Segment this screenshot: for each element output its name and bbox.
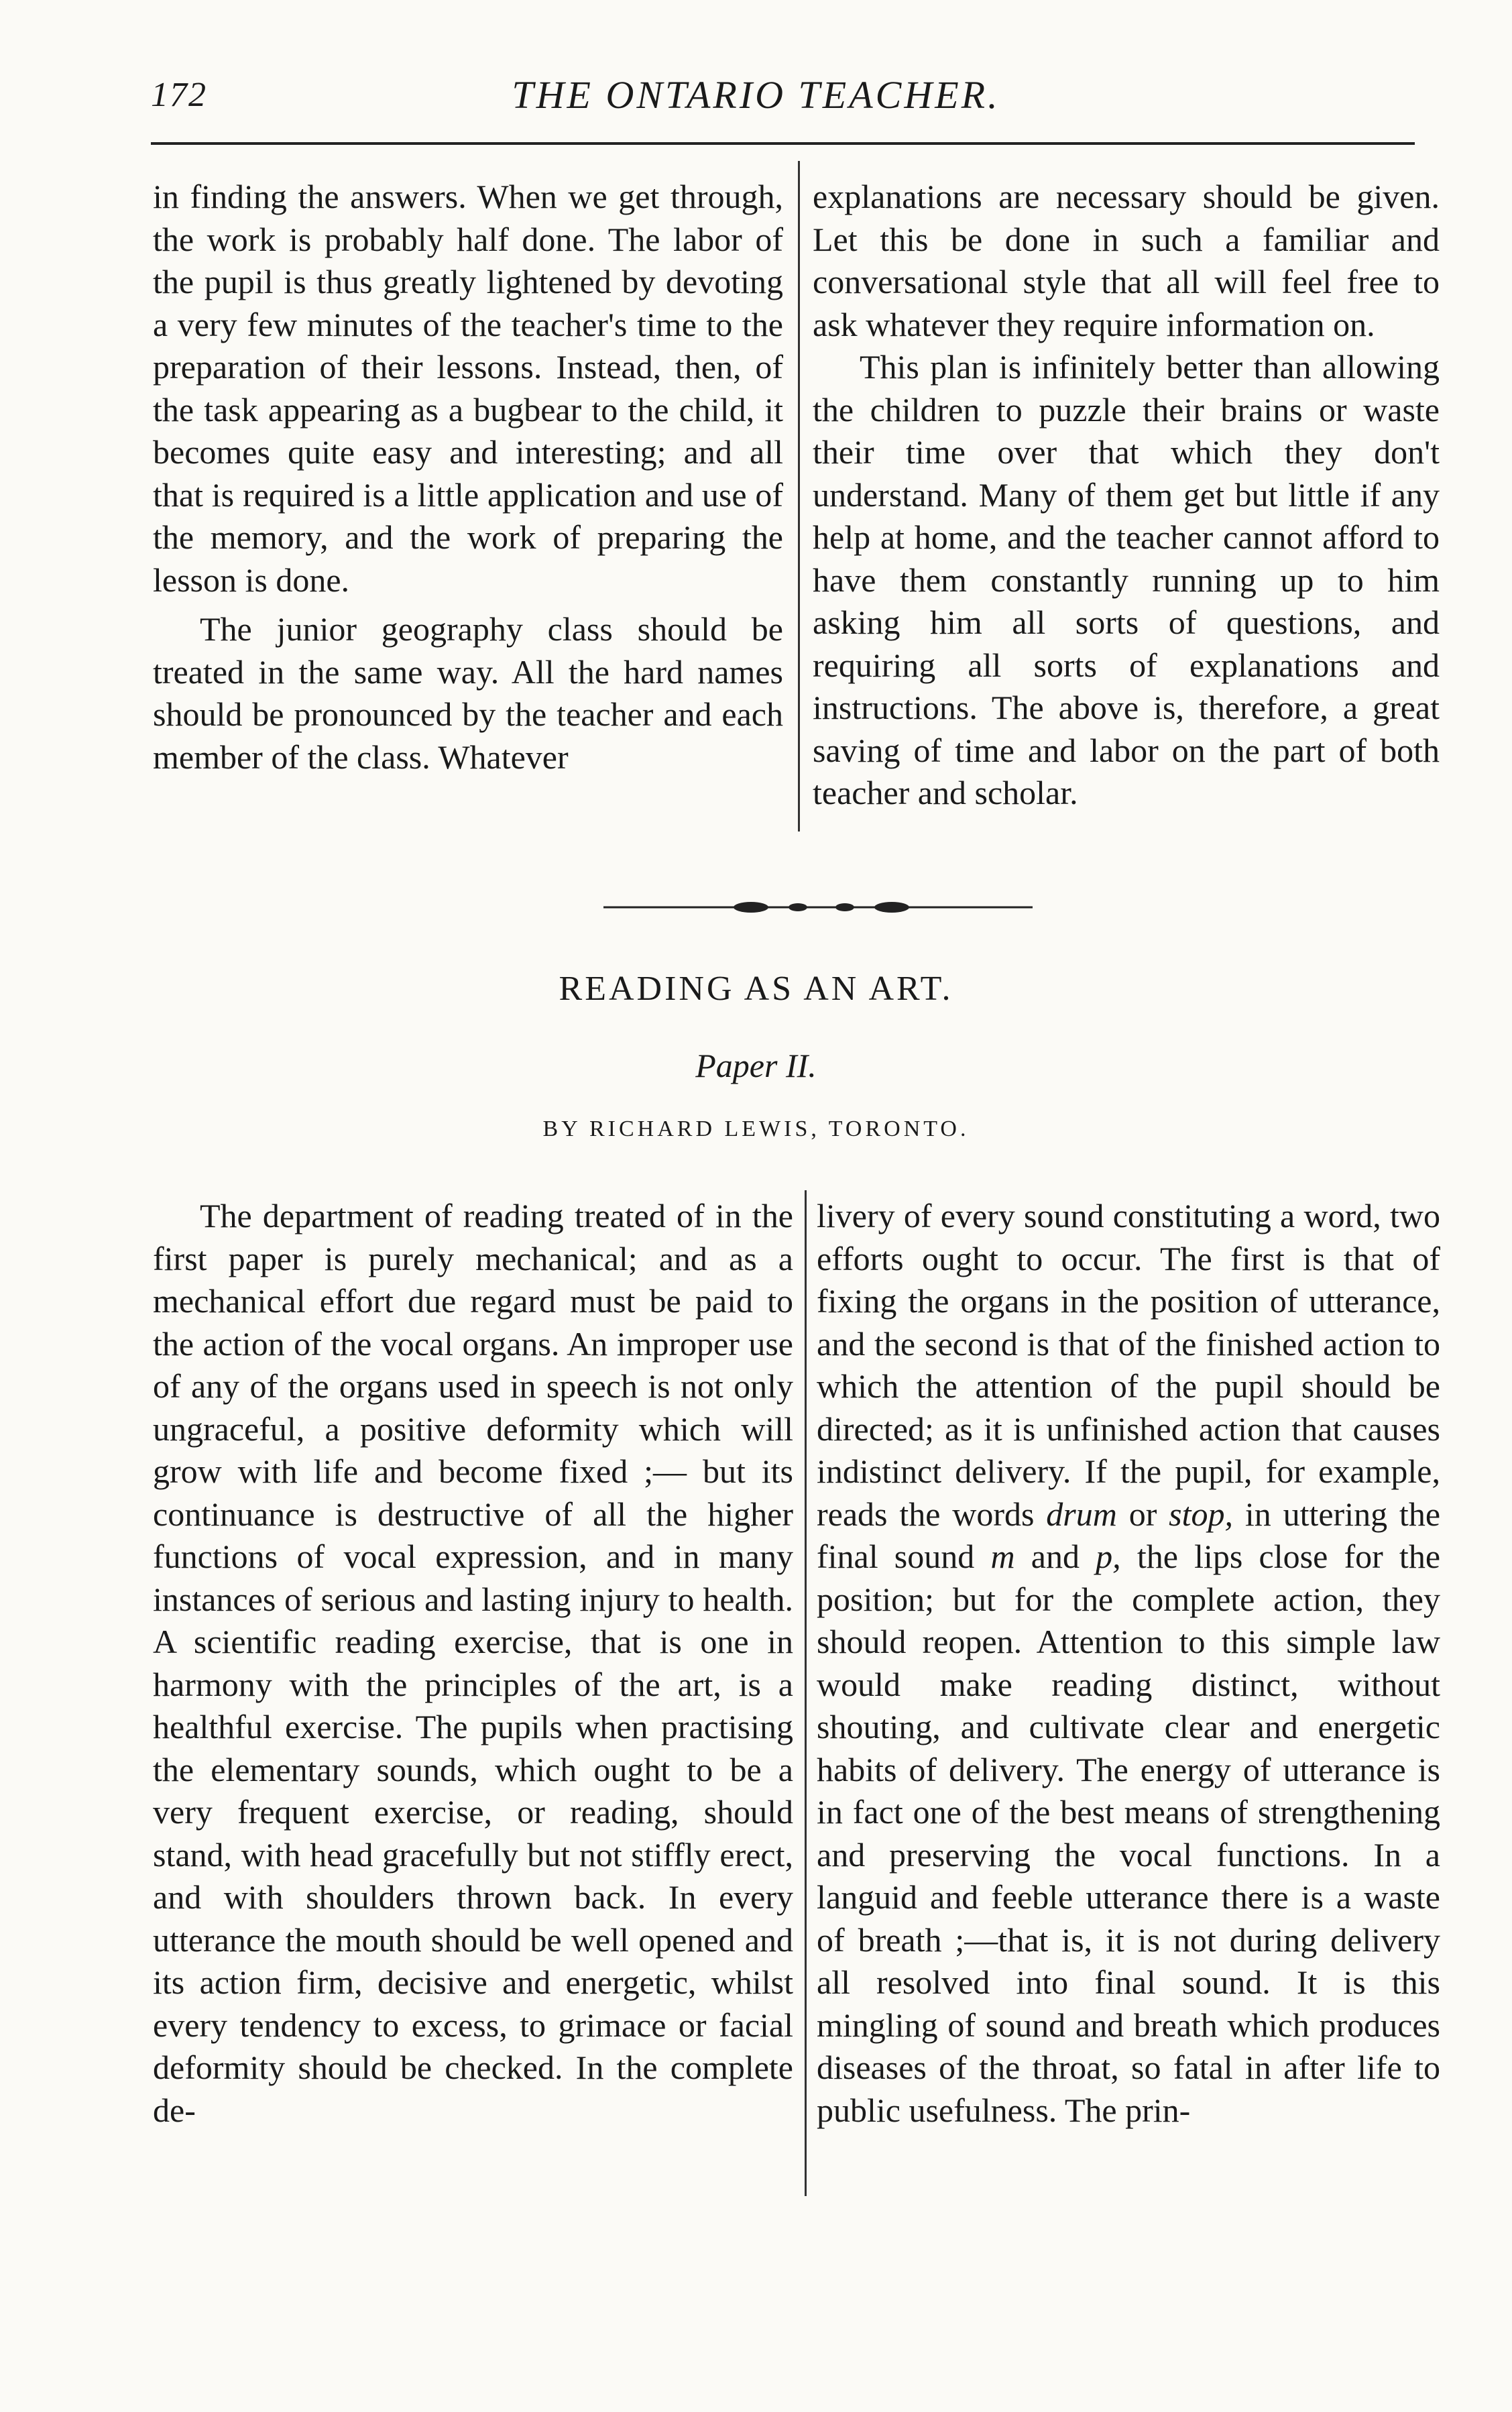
italic-word-stop: stop,: [1169, 1495, 1234, 1533]
top-right-paragraph-2: This plan is infinitely better than allowing the children to puzzle their brains or waste their time over that which they don't understand. Many of them get but little if any help at home, and the teacher cannot afford to have them constantly running up to him asking him all sorts of questions, and requiring all sorts of explanations and instructions. The above is, therefore, a great saving of time and labor on the part of both teacher and scholar.: [813, 348, 1440, 811]
italic-sound-m: m: [990, 1538, 1015, 1575]
article-right-column: [817, 1195, 1440, 2132]
article-column-divider: [805, 1190, 807, 2196]
article-right-text-1: livery of every sound constituting a word, two efforts ought to occur. The first is that of fixing the organs in the position of utterance, and the second is that of the finished action to which the attention of the pupil should be directed; as it is unfinished action that causes indistinct delivery. If the pupil, for example, reads the words: [817, 1197, 1440, 1533]
article-subtitle: Paper II.: [695, 1047, 817, 1084]
top-right-paragraph-1: explanations are necessary should be given. Let this be done in such a familiar and conversational style that all will feel free to ask whatever they require information on.: [813, 178, 1440, 343]
article-right-text-2: in uttering the final sound: [817, 1495, 1441, 1575]
running-title: THE ONTARIO TEACHER.: [512, 73, 1000, 117]
article-left-paragraph: The department of reading treated of in the first paper is purely mechanical; and as a mechanical effort due regard must be paid to the action of the vocal organs. An improper use of any of the organs used in speech is not only ungraceful, a positive deformity which will grow with life and become fixed ;— but its continuance is destructive of all the higher functions of vocal expression, and in many instances of serious and lasting injury to health. A scientific reading exercise, that is one in harmony with the principles of the art, is a healthful exercise. The pupils when practising the elementary sounds, which ought to be a very frequent exercise, or reading, should stand, with head gracefully but not stiffly erect, and with shoulders thrown back. In every utterance the mouth should be well opened and its action firm, decisive and energetic, whilst every tendency to excess, to grimace or facial deformity should be checked. In the complete de-: [153, 1197, 793, 2129]
header-rule: [151, 142, 1415, 145]
article-right-text-3: the lips close for the position; but for the complete action, they should reopen. Attention to this simple law would make reading distinct, without shouting, and cultivate clear and energetic habits of delivery. The energy of utterance is in fact one of the best means of strengthening and preserving the vocal functions. In a languid and feeble utterance there is a waste of breath ;—that is, it is not during delivery all resolved into final sound. It is this mingling of sound and breath which produces diseases of the throat, so fatal in after life to public usefulness. The prin-: [817, 1538, 1441, 2129]
top-right-column: [813, 176, 1440, 815]
article-title: READING AS AN ART.: [559, 970, 953, 1008]
article-left-column: [153, 1195, 793, 2132]
ornament-separator: [603, 897, 1033, 917]
article-right-and: and: [1031, 1538, 1080, 1575]
article-right-or: or: [1128, 1495, 1157, 1533]
top-left-paragraph-2: The junior geography class should be treated in the same way. All the hard names should be pronounced by the teacher and each member of the class. Whatever: [153, 610, 783, 776]
article-byline: BY RICHARD LEWIS, TORONTO.: [542, 1116, 970, 1141]
top-left-column: [153, 176, 783, 779]
article-right-paragraph: [817, 1195, 1440, 2132]
italic-sound-p: p,: [1096, 1538, 1121, 1575]
top-column-divider: [798, 161, 800, 831]
top-left-paragraph-1: in finding the answers. When we get through, the work is probably half done. The labor of the pupil is thus greatly lightened by devoting a very few minutes of the teacher's time to the preparation of their lessons. Instead, then, of the task appearing as a bugbear to the child, it becomes quite easy and interesting; and all that is required is a little application and use of the memory, and the work of preparing the lesson is done.: [153, 178, 783, 599]
page-number: 172: [151, 76, 207, 114]
italic-word-drum: drum: [1046, 1495, 1117, 1533]
